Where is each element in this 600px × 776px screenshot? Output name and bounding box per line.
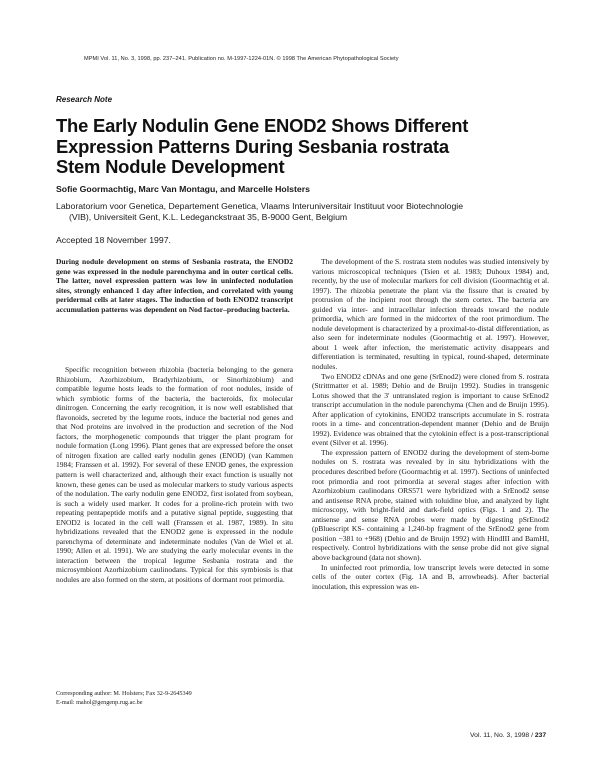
body-paragraph: Specific recognition between rhizobia (bacteria belonging to the genera Rhizobium, Azorhizobium, Bradyrhizobium, or Sinorhizobium) and compatible legume hosts leads to the formation of root nodules, inside of which symbiotic forms of the bacteria, the bacteroids, fix molecular dinitrogen. Concerning the early recognition, it is now well established that flavonoids, secreted by the legume roots, induce the bacterial nod genes and that Nod proteins are involved in the production and secretion of the Nod factors, the morphogenetic compounds that trigger the plant program for nodule formation (Long 1996). Plant genes that are expressed before the onset of nitrogen fixation are called early nodulin genes (ENOD) (van Kammen 1984; Franssen et al. 1992). For several of these ENOD genes, the expression pattern is well characterized and, although their exact function is usually not known, these genes can be used as molecular markers to study various aspects of the nodulation. The early nodulin gene ENOD2, first isolated from soybean, is such a widely used marker. It codes for a proline-rich protein with two repeating pentapeptide motifs and a putative signal peptide, suggesting that ENOD2 is located in the cell wall (Franssen et al. 1987, 1989). In situ hybridizations revealed that the ENOD2 gene is expressed in the nodule parenchyma of determinate and indeterminate nodules (Van de Wiel et al. 1990; Allen et al. 1991). We are studying the early molecular events in the interaction between the tropical legume Sesbania rostrata and the microsymbiont Azorhizobium caulinodans. Typical for this symbiosis is that nodules are also formed on the stem, at positions of dormant root primordia. (56, 365, 293, 585)
title-line: Expression Patterns During Sesbania rostrata (56, 135, 449, 157)
affiliation (56, 201, 556, 223)
journal-citation-line: MPMI Vol. 11, No. 3, 1998, pp. 237–241. Publication no. M-1997-1224-01N. © 1998 The American Phytopathological Society (84, 56, 399, 62)
author-list: Sofie Goormachtig, Marc Van Montagu, and Marcelle Holsters (56, 184, 310, 194)
page-footer (470, 732, 546, 739)
affiliation-line: Laboratorium voor Genetica, Departement Genetica, Vlaams Interuniversitair Instituut voor Biotechnologie (56, 201, 464, 211)
title-line: The Early Nodulin Gene ENOD2 Shows Different (56, 115, 469, 136)
accepted-date: Accepted 18 November 1997. (56, 235, 171, 245)
body-column-left (56, 365, 293, 585)
email-address: E-mail: mahol@gengenp.rug.ac.be (56, 698, 143, 706)
body-paragraph: The development of the S. rostrata stem nodules was studied intensively by various microscopical techniques (Tsien et al. 1983; Duhoux 1984) and, recently, by the use of molecular markers for cell division (Goormachtig et al. 1997). The rhizobia penetrate the plant via the fissure that is created by protrusion of the incipient root through the stem cortex. The bacteria are guided via inter- and intracellular infection threads toward the nodule primordia, which are formed in the midcortex of the root primordium. The nodule development is characterized by a proximal-to-distal differentiation, as also seen for indeterminate nodules (Goormachtig et al. 1997). However, about 1 week after infection, the meristematic activity disappears and differentiation is terminated, resulting in typical, round-shaped, determinate nodules. (312, 257, 549, 372)
page-number: 237 (534, 732, 547, 739)
abstract-text: During nodule development on stems of Sesbania rostrata, the ENOD2 gene was expressed in the nodule parenchyma and in outer cortical cells. The latter, novel expression pattern was low in uninfected nodulation sites, strongly enhanced 1 day after infection, and correlated with young peridermal cells at later stages. The induction of both ENOD2 transcript accumulation patterns was dependent on Nod factor–producing bacteria. (56, 257, 293, 314)
article-title (56, 116, 536, 178)
section-label: Research Note (56, 95, 113, 104)
abstract (56, 257, 293, 314)
issue-info: Vol. 11, No. 3, 1998 / (470, 732, 535, 739)
affiliation-line: (VIB), Universiteit Gent, K.L. Ledeganckstraat 35, B-9000 Gent, Belgium (69, 212, 348, 222)
body-paragraph: Two ENOD2 cDNAs and one gene (SrEnod2) were cloned from S. rostrata (Strittmatter et al. 1989; Dehio and de Bruijn 1992). Studies in transgenic Lotus showed that the 3′ untranslated region is important to cause SrEnod2 transcript accumulation in the nodule parenchyma (Chen and de Bruijn 1995). After application of cytokinins, ENOD2 transcripts accumulate in S. rostrata roots in a time- and concentration-dependent manner (Dehio and de Bruijn 1992). Evidence was obtained that the cytokinin effect is a post-transcriptional event (Silver et al. 1996). (312, 371, 549, 448)
correspondence-footnote (56, 690, 293, 707)
corresponding-author: Corresponding author: M. Holsters; Fax 32-9-2645349 (56, 690, 192, 697)
body-paragraph: In uninfected root primordia, low transcript levels were detected in some cells of the outer cortex (Fig. 1A and B, arrowheads). After bacterial inoculation, this expression was en- (312, 562, 549, 591)
body-paragraph: The expression pattern of ENOD2 during the development of stem-borne nodules on S. rostrata was revealed by in situ hybridizations with the procedures described before (Goormachtig et al. 1997). Sections of uninfected root primordia and root primordia at several stages after infection with Azorhizobium caulinodans ORS571 were hybridized with a SrEnod2 sense and antisense RNA probe, stained with toluidine blue, and analyzed by light microscopy, with bright-field and dark-field optics (Figs. 1 and 2). The antisense and sense RNA probes were made by digesting pSrEnod2 (pBluescript KS- containing a 1,240-bp fragment of the SrEnod2 gene from position −381 to +968) (Dehio and de Bruijn 1992) with HindIII and BamHI, respectively. Control hybridizations with the sense probe did not give signal above background (data not shown). (312, 447, 549, 562)
body-column-right (312, 257, 549, 591)
title-line: Stem Nodule Development (56, 156, 285, 178)
